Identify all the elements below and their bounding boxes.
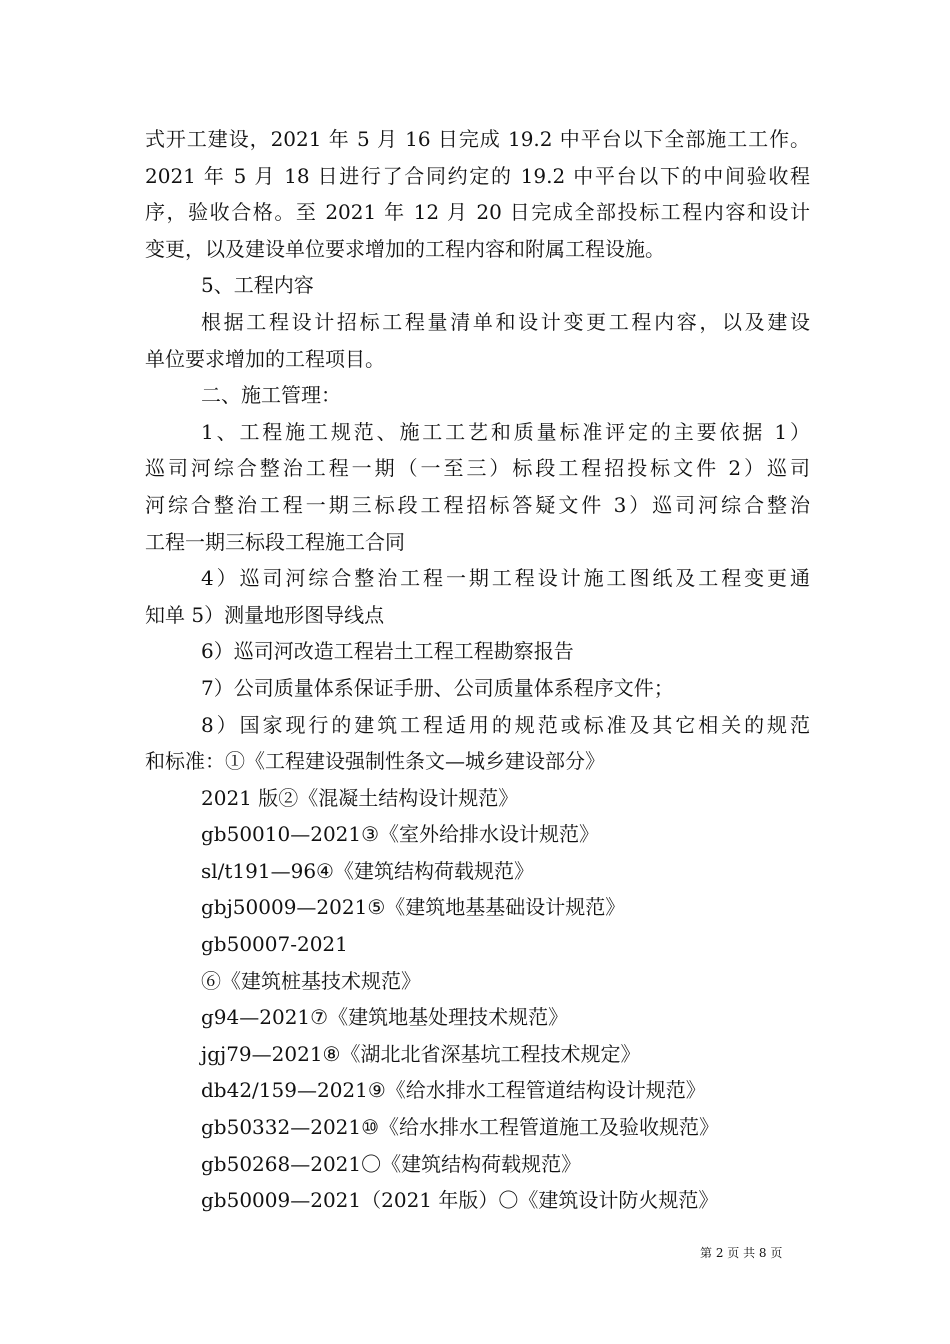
standard-line: 2021 版②《混凝土结构设计规范》 [201, 785, 519, 810]
text-line: 变更，以及建设单位要求增加的工程内容和附属工程设施。 [145, 236, 665, 261]
text-line: 序，验收合格。至 2021 年 12 月 20 日完成全部投标工程内容和设计 [145, 200, 810, 225]
section-heading: 5、工程内容 [201, 273, 314, 298]
standard-line: gb50332—2021⑩《给水排水工程管道施工及验收规范》 [201, 1115, 720, 1140]
text-line: 单位要求增加的工程项目。 [145, 346, 385, 371]
standard-line: gb50009—2021（2021 年版）〇《建筑设计防火规范》 [201, 1188, 719, 1213]
text-line: 式开工建设，2021 年 5 月 16 日完成 19.2 中平台以下全部施工工作。 [145, 127, 810, 151]
section-heading: 二、施工管理： [201, 383, 341, 408]
text-line: 4）巡司河综合整治工程一期工程设计施工图纸及工程变更通 [201, 566, 810, 591]
text-line: 6）巡司河改造工程岩土工程工程勘察报告 [201, 639, 574, 664]
text-line: 1、工程施工规范、施工工艺和质量标准评定的主要依据 1） [201, 419, 810, 444]
text-line: 巡司河综合整治工程一期（一至三）标段工程招投标文件 2）巡司 [145, 456, 810, 481]
standard-line: gb50010—2021③《室外给排水设计规范》 [201, 822, 600, 847]
standard-line: gb50007-2021 [201, 932, 348, 957]
text-line: 知单 5）测量地形图导线点 [145, 602, 385, 627]
standard-line: ⑥《建筑桩基技术规范》 [201, 968, 421, 993]
text-line: 工程一期三标段工程施工合同 [145, 529, 405, 554]
standard-line: gb50268—2021〇《建筑结构荷载规范》 [201, 1151, 582, 1176]
page-number: 第 2 页 共 8 页 [700, 1246, 783, 1260]
text-line: 2021 年 5 月 18 日进行了合同约定的 19.2 中平台以下的中间验收程 [145, 163, 810, 188]
text-line: 8）国家现行的建筑工程适用的规范或标准及其它相关的规范 [201, 712, 810, 737]
text-line: 7）公司质量体系保证手册、公司质量体系程序文件； [201, 675, 674, 700]
standard-line: db42/159—2021⑨《给水排水工程管道结构设计规范》 [201, 1078, 706, 1103]
standard-line: sl/t191—96④《建筑结构荷载规范》 [201, 858, 534, 883]
text-line: 根据工程设计招标工程量清单和设计变更工程内容，以及建设 [201, 309, 810, 334]
standard-line: g94—2021⑦《建筑地基处理技术规范》 [201, 1005, 569, 1030]
text-line: 和标准：①《工程建设强制性条文—城乡建设部分》 [145, 749, 605, 774]
standard-line: jgj79—2021⑧《湖北北省深基坑工程技术规定》 [201, 1041, 641, 1066]
text-line: 河综合整治工程一期三标段工程招标答疑文件 3）巡司河综合整治 [145, 492, 810, 517]
standard-line: gbj50009—2021⑤《建筑地基基础设计规范》 [201, 895, 626, 920]
document-body [145, 121, 810, 1219]
